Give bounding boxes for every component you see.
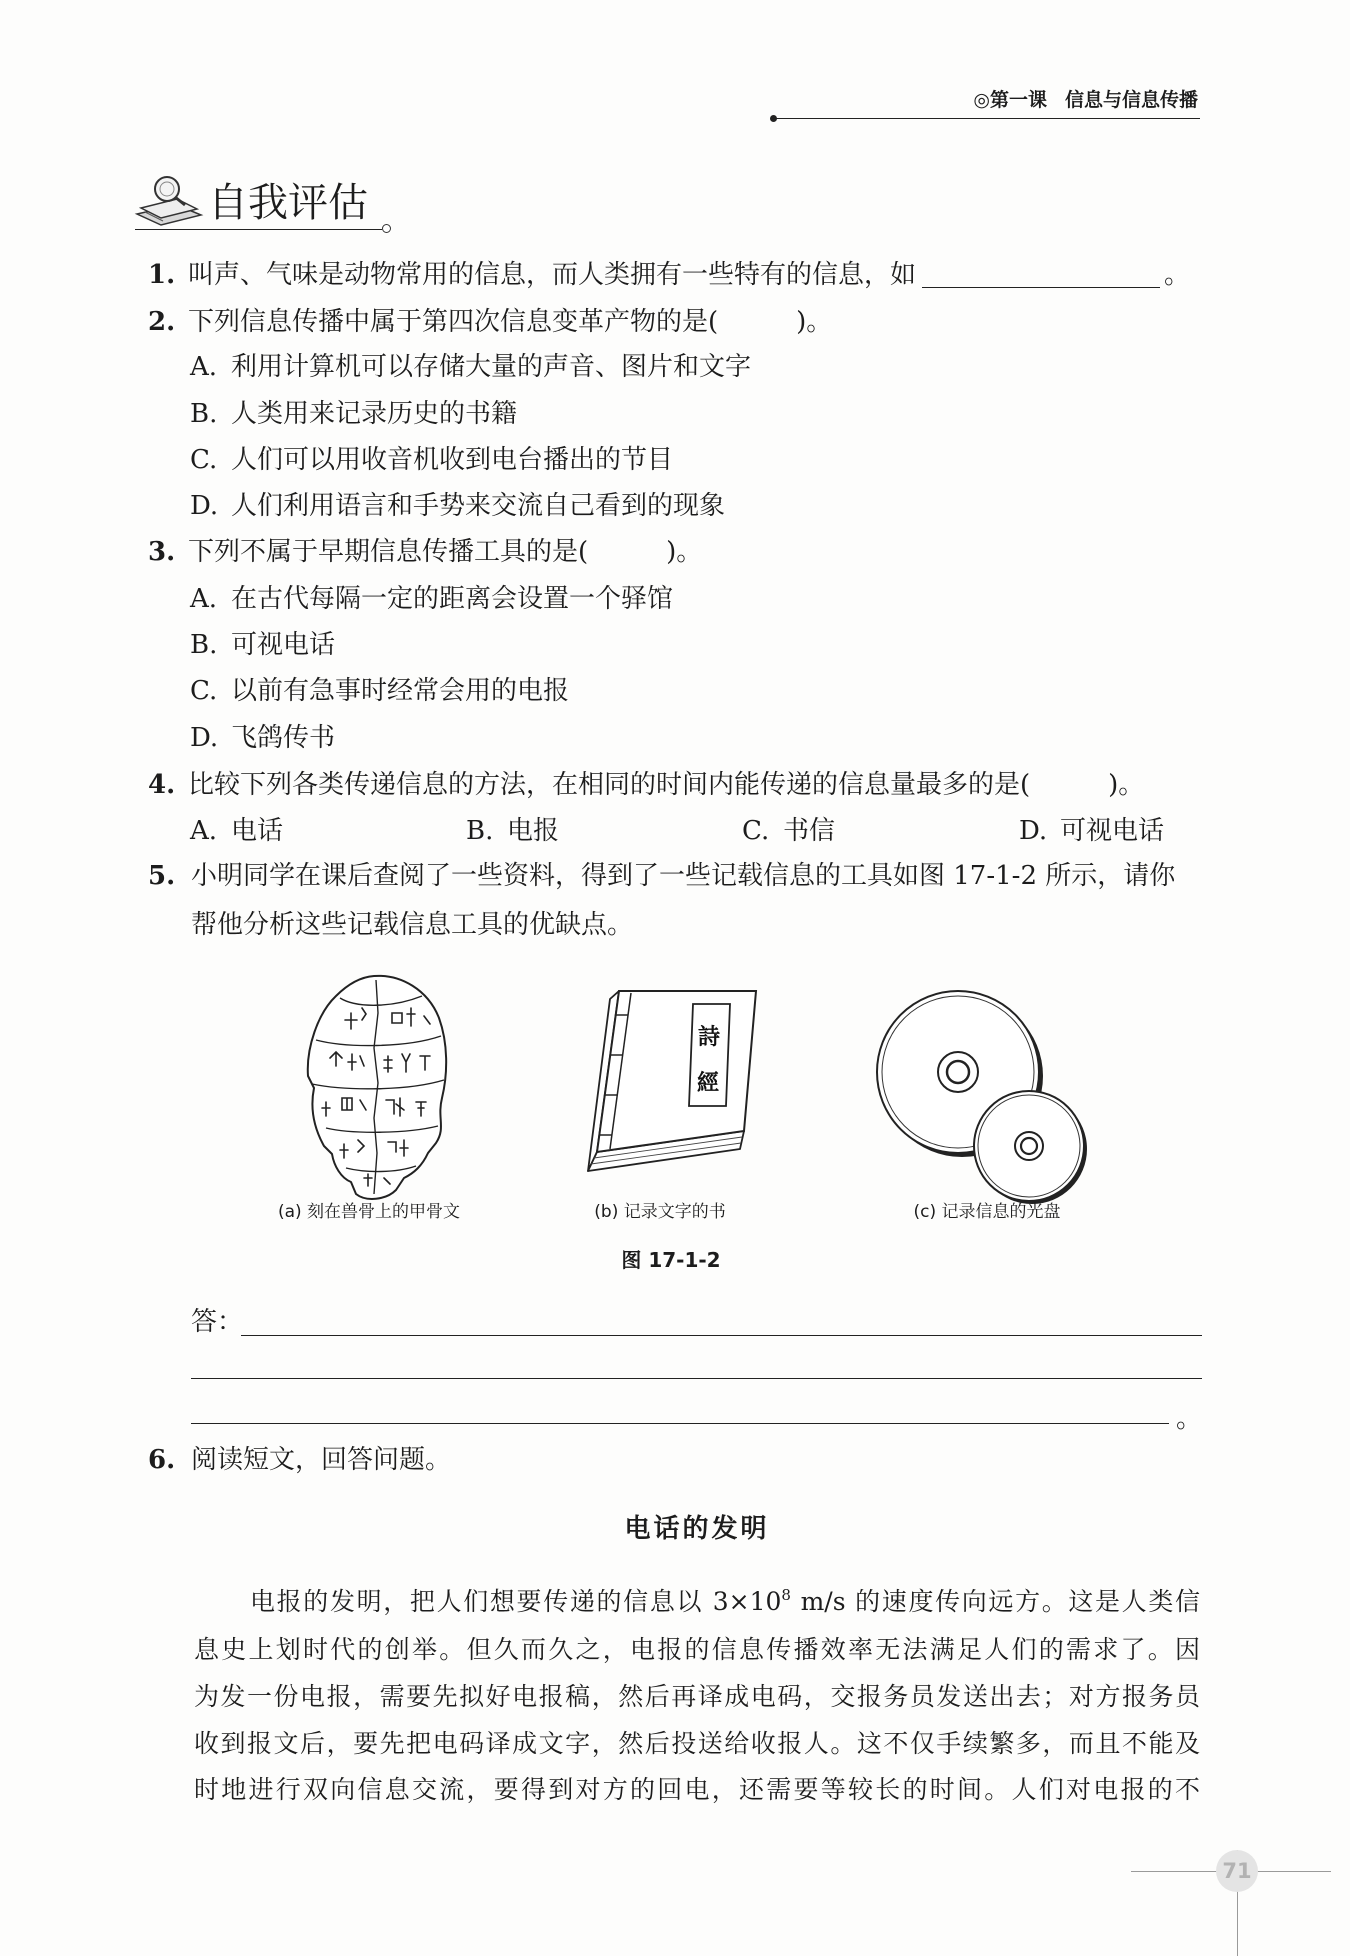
- option-text: 可视电话: [1060, 816, 1165, 846]
- option-label: A.: [190, 352, 218, 382]
- answer-label: 答：: [191, 1307, 244, 1337]
- option-text: 利用计算机可以存储大量的声音、图片和文字: [231, 352, 752, 382]
- figure-title: 图 17-1-2: [621, 1248, 721, 1272]
- bound-book-illustration: [570, 980, 765, 1185]
- question-number: 1.: [148, 260, 176, 290]
- optical-disc-illustration: [862, 985, 1102, 1210]
- question-text: 下列信息传播中属于第四次信息变革产物的是( )。: [188, 307, 833, 337]
- question-number: 2.: [148, 307, 176, 337]
- option-text: 在古代每隔一定的距离会设置一个驿馆: [231, 584, 674, 614]
- option-label: B.: [190, 399, 218, 429]
- question-3-option-a: [0, 582, 1350, 616]
- section-title-rule: [135, 229, 382, 230]
- header-rule: [775, 118, 1200, 119]
- section-title-rule-circle: [382, 224, 391, 233]
- question-1-body: [188, 258, 1190, 292]
- book-label-char-2: 經: [696, 1070, 720, 1096]
- option-label: B.: [466, 816, 494, 846]
- lesson-title: 信息与信息传播: [1064, 89, 1198, 111]
- question-3: [0, 535, 1350, 569]
- question-5: [0, 859, 1350, 893]
- section-title: 自我评估: [208, 180, 368, 226]
- question-2: [0, 305, 1350, 339]
- small-disc: [974, 1091, 1087, 1204]
- option-text: 飞鸽传书: [231, 723, 336, 753]
- question-text: 叫声、气味是动物常用的信息，而人类拥有一些特有的信息，如: [188, 260, 917, 290]
- book-stack-icon: [133, 168, 205, 230]
- article-line-5: 时地进行双向信息交流，要得到对方的回电，还需要等较长的时间。人们对电报的不: [194, 1775, 1200, 1804]
- option-text: 人们可以用收音机收到电台播出的节目: [231, 445, 674, 475]
- option-label: D.: [1019, 816, 1048, 846]
- page-header: [973, 88, 1198, 112]
- article-line-2: 息史上划时代的创举。但久而久之，电报的信息传播效率无法满足人们的需求了。因: [194, 1635, 1200, 1664]
- option-text: 人们利用语言和手势来交流自己看到的现象: [231, 491, 726, 521]
- answer-line-1: [241, 1335, 1202, 1336]
- question-1: [0, 258, 1350, 292]
- option-label: D.: [190, 723, 219, 753]
- option-label: A.: [190, 816, 218, 846]
- question-2-option-b: [0, 397, 1350, 431]
- figure-caption-b: (b) 记录文字的书: [594, 1202, 726, 1222]
- book-label-char-1: 詩: [697, 1024, 721, 1050]
- article-line-3: 为发一份电报，需要先拟好电报稿，然后再译成电码，交报务员发送出去；对方报务员: [194, 1682, 1200, 1711]
- question-number: 5.: [148, 861, 176, 891]
- article-line-4: 收到报文后，要先把电码译成文字，然后投送给收报人。这不仅手续繁多，而且不能及: [194, 1729, 1200, 1758]
- question-6: [0, 1443, 1350, 1477]
- fill-in-blank: [922, 258, 1160, 288]
- option-label: A.: [190, 584, 218, 614]
- question-number: 3.: [148, 537, 176, 567]
- option-text: 书信: [783, 816, 836, 846]
- option-label: C.: [742, 816, 770, 846]
- question-2-option-d: [0, 489, 1350, 523]
- option-text: 以前有急事时经常会用的电报: [231, 676, 570, 706]
- option-text: 电话: [231, 816, 284, 846]
- question-end-punct: 。: [1163, 260, 1190, 290]
- question-3-option-c: [0, 674, 1350, 708]
- answer-line-3: [191, 1423, 1169, 1424]
- question-5-line-2: [0, 908, 1350, 942]
- answer-end-punct: 。: [1176, 1404, 1203, 1434]
- page-number: 71: [1222, 1859, 1252, 1883]
- option-text: 人类用来记录历史的书籍: [231, 399, 518, 429]
- option-label: C.: [190, 445, 218, 475]
- question-text: 下列不属于早期信息传播工具的是( )。: [188, 537, 703, 567]
- option-label: B.: [190, 630, 218, 660]
- question-4-options: [0, 814, 1350, 848]
- oracle-bone-illustration: [296, 968, 456, 1208]
- option-text: 可视电话: [231, 630, 336, 660]
- question-4: [0, 768, 1350, 802]
- article-line-1-start: 电报的发明，把人们想要传递的信息以 3×10: [250, 1587, 782, 1616]
- question-2-option-a: [0, 350, 1350, 384]
- question-3-option-d: [0, 721, 1350, 755]
- option-label: D.: [190, 491, 219, 521]
- article-line-1: [250, 1585, 1200, 1622]
- question-number: 4.: [148, 770, 176, 800]
- exponent: 8: [781, 1586, 791, 1604]
- option-label: C.: [190, 676, 218, 706]
- question-text: 阅读短文，回答问题。: [191, 1445, 452, 1475]
- article-title: 电话的发明: [624, 1514, 770, 1544]
- question-number: 6.: [148, 1445, 176, 1475]
- article-line-1-end: m/s 的速度传向远方。这是人类信: [790, 1587, 1200, 1616]
- lesson-label: ◎第一课: [973, 89, 1047, 111]
- question-text-line-1: 小明同学在课后查阅了一些资料，得到了一些记载信息的工具如图 17-1-2 所示，请你: [191, 861, 1176, 891]
- figure-caption-a: (a) 刻在兽骨上的甲骨文: [277, 1202, 461, 1222]
- question-text: 比较下列各类传递信息的方法，在相同的时间内能传递的信息量最多的是( )。: [188, 770, 1145, 800]
- answer-line-2: [191, 1378, 1202, 1379]
- question-3-option-b: [0, 628, 1350, 662]
- figure-caption-c: (c) 记录信息的光盘: [913, 1202, 1061, 1222]
- question-2-option-c: [0, 443, 1350, 477]
- option-text: 电报: [507, 816, 560, 846]
- question-text-line-2: 帮他分析这些记载信息工具的优缺点。: [191, 910, 634, 940]
- answer-row: [0, 1305, 1350, 1339]
